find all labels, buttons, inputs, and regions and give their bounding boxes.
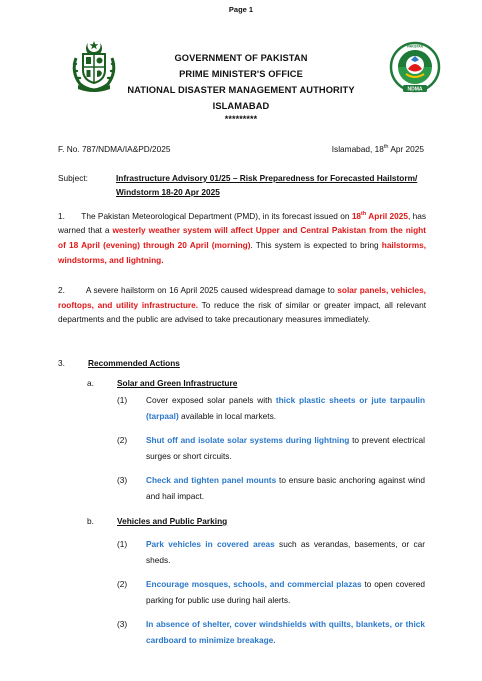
reference-line — [58, 144, 424, 154]
page-number: Page 1 — [228, 5, 254, 14]
letterhead — [100, 50, 382, 124]
header-line-ndma: NATIONAL DISASTER MANAGEMENT AUTHORITY — [127, 85, 355, 95]
document-page: Page 1 NDMA PAKISTAN GOVERNMENT OF PAKISTAN PRIME MINISTER'S OFFICE NATIONAL DISASTER MANAGEMENT AUTHORITY ISLAMABAD ********* F. No. 787/NDMA/IA&PD/2025 Islamabad, 18th Apr 2025 Subject: Infrastructure Advisory 01/25 – Risk Preparedness for Forecasted Hailstorm/ Windstorm 18-20 Apr 2025 1. The Pakistan Meteorological Department (PMD), in its forecast issued on 18th April 2025, has warned that a westerly weather system will affect Upper and Central Pakistan from the night of 18 April (evening) through 20 April (morning). This system is expected to bring hailstorms, windstorms, and lightning. 2. A severe hailstorm on 16 April 2025 caused widespread damage to solar panels, vehicles, rooftops, and utility infrastructure. To reduce the risk of similar or greater impact, all relevant departments and the public are advised to take precautionary measures immediately. 3. Recommended Actions a. Solar and Green Infrastructure (1) Cover exposed solar panels with thick plastic sheets or jute tarpaulin (tarpaal) available in local markets. (2) Shut off and isolate solar systems during lightning to prevent electrical surges or short circuits. (3) Check and tighten panel mounts to ensure basic anchoring against wind and hail impact. b. Vehicles and Public Parking (1) Park vehicles in covered areas such as verandas, basements, or car sheds. (2) Encourage mosques, schools, and commercial plazas to open covered parking for public use during hail alerts. (3) In absence of shelter, cover windshields with quilts, blankets, or thick cardboard to minimize breakage. — [0, 0, 482, 681]
issue-date: Islamabad, 18th Apr 2025 — [331, 144, 424, 154]
paragraph-1-number: 1. — [58, 210, 65, 221]
paragraph-2: 2. A severe hailstorm on 16 April 2025 caused widespread damage to solar panels, vehicles, rooftops, and utility infrastructure. To reduce the risk of similar or greater impact, all relevant departments and the public are advised to take precautionary measures immediately. — [58, 285, 427, 325]
paragraph-2-number: 2. — [58, 285, 65, 295]
header-line-city: ISLAMABAD — [212, 101, 270, 111]
file-number: F. No. 787/NDMA/IA&PD/2025 — [58, 144, 171, 154]
subject-label: Subject: — [58, 173, 88, 183]
subject-text: Infrastructure Advisory 01/25 – Risk Preparedness for Forecasted Hailstorm/ Windstorm 18-20 Apr 2025 — [116, 173, 418, 197]
ndma-logo-top-text: PAKISTAN — [407, 44, 423, 49]
ndma-logo-text: NDMA — [407, 86, 423, 93]
header-line-pm-office: PRIME MINISTER'S OFFICE — [179, 69, 303, 79]
header-line-government: GOVERNMENT OF PAKISTAN — [174, 53, 308, 63]
header-stars: ********* — [224, 114, 258, 124]
ndma-logo-icon — [389, 41, 441, 95]
paragraph-1: 1. The Pakistan Meteorological Department (PMD), in its forecast issued on 18th April 2025, has warned that a westerly weather system will affect Upper and Central Pakistan from the night of 18 April (evening) through 20 April (morning). This system is expected to bring hailstorms, windstorms, and lightning. — [58, 210, 427, 265]
